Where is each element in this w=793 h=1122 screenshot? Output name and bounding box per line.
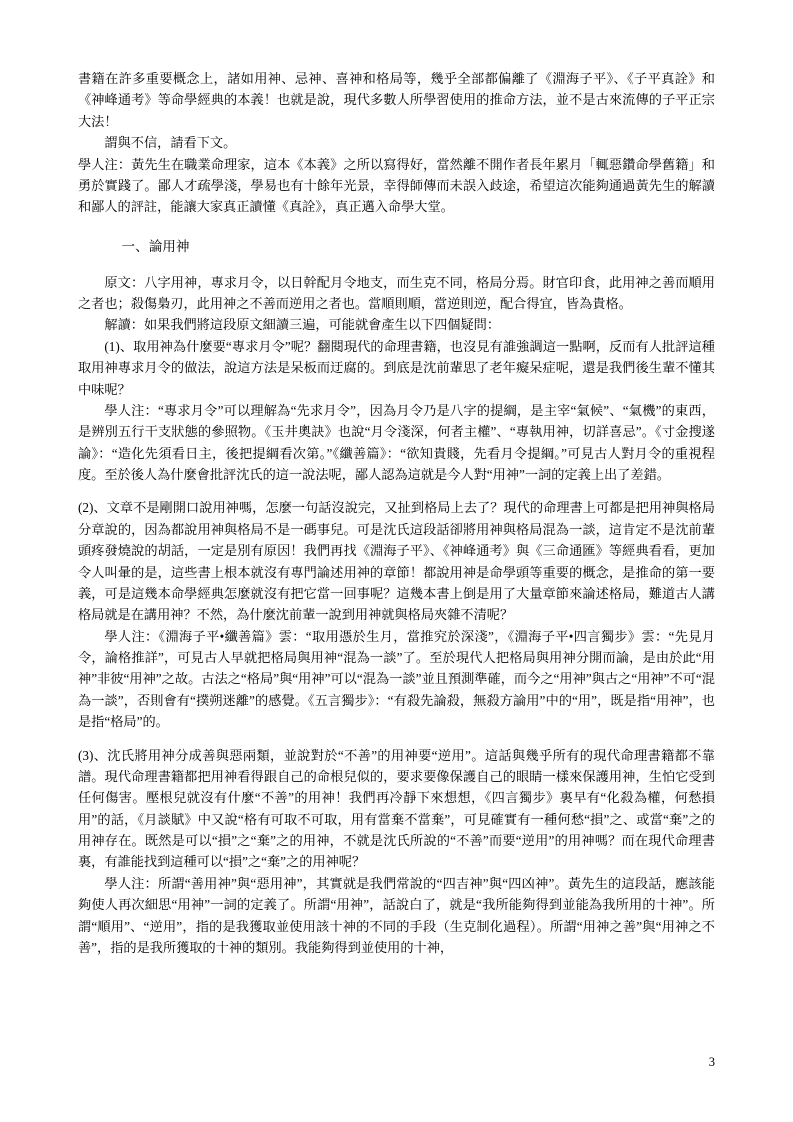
- paragraph-continuation: 書籍在許多重要概念上，諸如用神、忌神、喜神和格局等，幾乎全部都偏離了《淵海子平》、《子平真詮》和《神峰通考》等命學經典的本義！也就是說，現代多數人所學習使用的推命方法，並不是古來流傳的子平正宗大法！: [78, 71, 715, 129]
- section-heading: 一、論用神: [121, 238, 190, 254]
- paragraph-editor-note-2: 學人注：《淵海子平•纖善篇》雲：“取用憑於生月，當推究於深淺”，《淵海子平•四言獨步》雲：“先見月令，論格推詳”，可見古人早就把格局與用神“混為一談”了。至於現代人把格局與用神分開而論，是由於此“用神”非彼“用神”之故。古法之“格局”與“用神”可以“混為一談”並且預測準確，而今之“用神”與古之“用神”不可“混為一談”，否則會有“撲朔迷離”的感覺。《五言獨步》：“有殺先論殺，無殺方論用”中的“用”，既是指“用神”，也是指“格局”的。: [78, 628, 715, 730]
- paragraph-editor-note: 學人注：黃先生在職業命理家，這本《本義》之所以寫得好，當然離不開作者長年累月「輒惡鑽命學舊籍」和勇於實踐了。鄙人才疏學淺，學易也有十餘年光景，幸得師傳而未誤入歧途，希望這次能夠通過黃先生的解讀和鄙人的評註，能讓大家真正讀懂《真詮》，真正邁入命學大堂。: [78, 156, 715, 215]
- paragraph-editor-note-1: 學人注：“專求月令”可以理解為“先求月令”，因為月令乃是八字的提綱，是主宰“氣候”、“氣機”的東西，是辨別五行干支狀態的參照物。《玉井奧訣》也說“月令淺深，何者主權”、“專執用神，切詳喜忌”。《寸金搜遂論》：“造化先須看日主，後把提綱看次第。”《纖善篇》：“欲知貴賤，先看月令提綱。”可見古人對月令的重視程度。至於後人為什麼會批評沈氏的這一說法呢，鄙人認為這就是今人對“用神”一詞的定義上出了差錯。: [78, 402, 715, 483]
- paragraph-editor-note-3: 學人注：所謂“善用神”與“惡用神”，其實就是我們常說的“四吉神”與“四凶神”。黃先生的這段話，應該能夠使人再次細思“用神”一詞的定義了。所謂“用神”，話說白了，就是“我所能夠得到並能為我所用的十神”。所謂“順用”、“逆用”，指的是我獲取並使用該十神的不同的手段（生克制化過程）。所謂“用神之善”與“用神之不善”，指的是我所獲取的十神的類別。我能夠得到並使用的十神，: [78, 875, 715, 955]
- document-body: [78, 68, 715, 958]
- paragraph-question-2: (2)、文章不是剛開口說用神嗎，怎麼一句話沒說完，又扯到格局上去了？現代的命理書上可都是把用神與格局分章說的，因為都說用神與格局不是一碼事兒。可是沈氏這段話卻將用神與格局混為一談，這肯定不是沈前輩頭疼發燒說的胡話，一定是別有原因！我們再找《淵海子平》、《神峰通考》與《三命通匯》等經典看看，更加令人叫暈的是，這些書上根本就沒有專門論述用神的章節！都說用神是命學頭等重要的概念，是推命的第一要義，可是這幾本命學經典怎麼就沒有把它當一回事呢？這幾本書上倒是用了大量章節來論述格局，難道古人講格局就是在講用神？不然，為什麼沈前輩一說到用神就與格局夾雜不清呢？: [78, 500, 715, 623]
- paragraph-original-text: 原文：八字用神，專求月令，以日幹配月令地支，而生克不同，格局分焉。財官印食，此用神之善而順用之者也；殺傷梟刃，此用神之不善而逆用之者也。當順則順，當逆則逆，配合得宜，皆為貴格。: [78, 274, 715, 312]
- paragraph: 謂與不信，請看下文。: [104, 135, 237, 151]
- page-number: 3: [708, 1055, 715, 1069]
- paragraph-question-1: (1)、取用神為什麼要“專求月令”呢？翻閱現代的命理書籍，也沒見有誰強調這一點啊，反而有人批評這種取用神專求月令的做法，說這方法是呆板而迂腐的。到底是沈前輩思了老年癡呆症呢，還是我們後生輩不懂其中味呢？: [78, 338, 715, 397]
- paragraph-question-3: (3)、沈氏將用神分成善與惡兩類，並說對於“不善”的用神要“逆用”。這話與幾乎所有的現代命理書籍都不靠譜。現代命理書籍都把用神看得跟自己的命根兒似的，要求要像保護自己的眼睛一樣來保護用神，生怕它受到任何傷害。壓根兒就沒有什麼“不善”的用神！我們再冷靜下來想想，《四言獨步》裏早有“化殺為權，何愁損用”的話，《月談賦》中又說“格有可取不可取，用有當棄不當棄”，可見確實有一種何愁“損”之、或當“棄”之的用神存在。既然是可以“損”之“棄”之的用神，不就是沈氏所說的“不善”而要“逆用”的用神嗎？而在現代命理書裏，有誰能找到這種可以“損”之“棄”之的用神呢？: [78, 747, 715, 870]
- paragraph-interpretation: 解讀：如果我們將這段原文細讀三遍，可能就會產生以下四個疑問：: [104, 317, 501, 333]
